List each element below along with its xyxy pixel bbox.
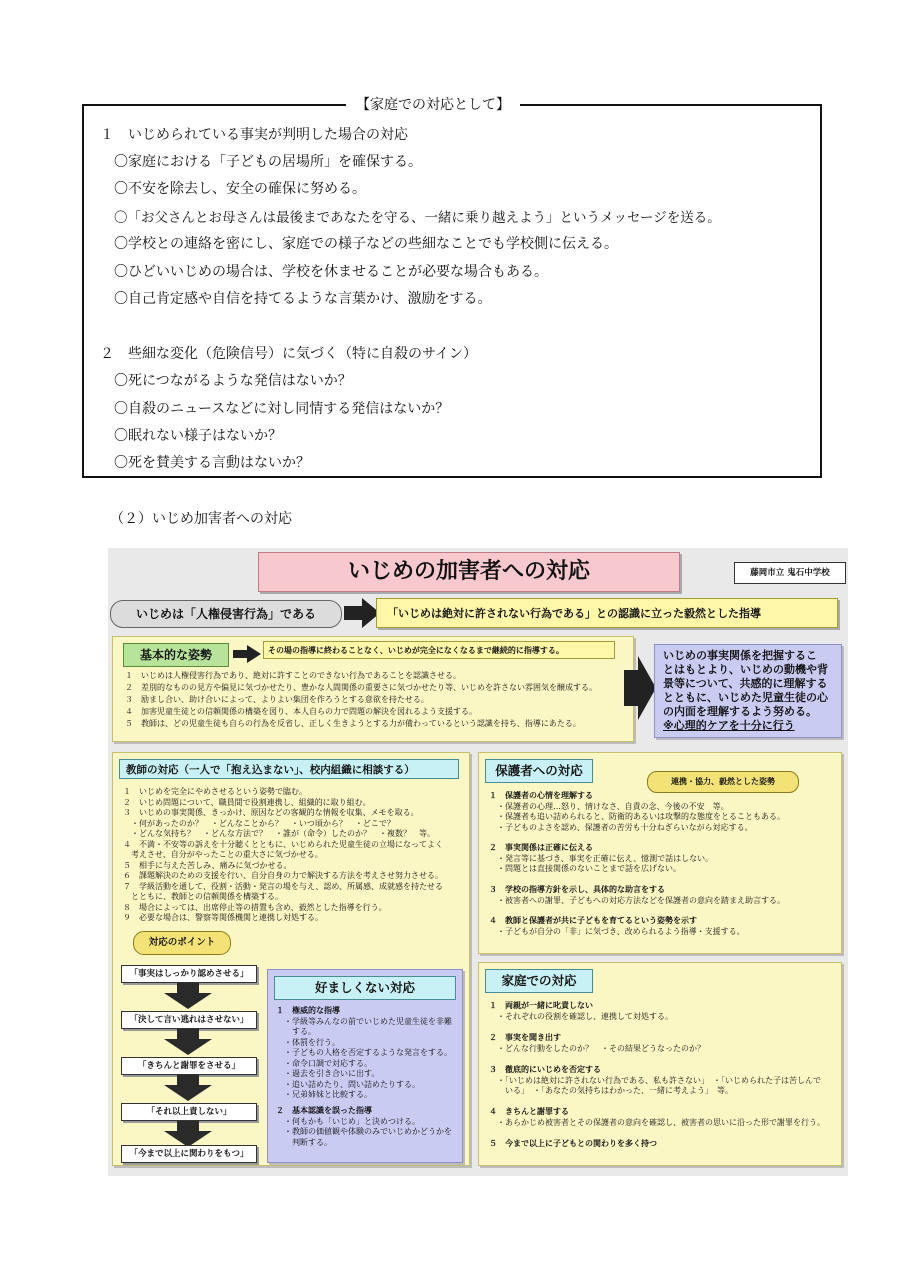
teacher-item: ９ 必要な場合は、警察等関係機関と連携し対処する。 (123, 913, 323, 922)
family-box-title: 【家庭での対応として】 (346, 94, 520, 114)
bad-item: する。 (276, 1027, 316, 1036)
down-arrow-icon (177, 1121, 199, 1131)
bad-item: ・体罰を行う。 (276, 1037, 340, 1047)
family-item: 〇不安を除去し、安全の確保に努める。 (114, 181, 366, 197)
guardian-item: ・子どもが自分の「非」に気づき、改められるよう指導・支援する。 (489, 926, 745, 936)
bad-item: ・教師の価値観や体験のみでいじめかどうかを (276, 1127, 452, 1136)
poster-title: いじめの加害者への対応 (258, 552, 680, 592)
home-item: ・「いじめは絶対に許されない行為である、私も許さない」 ・「いじめられた子は苦しんで (489, 1075, 821, 1085)
teacher-title: 教師の対応（一人で「抱え込まない」、校内組織に相談する） (119, 759, 459, 779)
bad-item: ・兄弟姉妹と比較する。 (276, 1090, 372, 1099)
guardian-item: ・保護者の心理…怒り、情けなさ、自責の念、今後の不安 等。 (489, 801, 729, 811)
family-item: 〇「お父さんとお母さんは最後まであなたを守る、一緒に乗り越えよう」というメッセージを送る。 (114, 210, 721, 226)
down-arrow-icon (164, 993, 212, 1009)
guardian-item: ２ 事実関係は正確に伝える (489, 843, 593, 852)
home-item: ・どんな行動をしたのか？ ・その結果どうなったのか？ (489, 1043, 705, 1053)
teacher-item: ２ いじめ問題について、職員間で役割連携し、組織的に取り組む。 (123, 797, 371, 807)
bad-item: ・追い詰めたり、問い詰めたりする。 (276, 1079, 420, 1089)
family-heading-2: ２ 些細な変化（危険信号）に気づく（特に自殺のサイン） (100, 346, 478, 362)
bad-item: ２ 基本認識を誤った指導 (276, 1106, 372, 1115)
basic-right-line: 景等について、共感的に理解する (663, 677, 828, 690)
home-item: ３ 徹底的にいじめを否定する (489, 1065, 601, 1074)
home-item: いる」 ・「あなたの気持ちはわかった、一緒に考えよう」 等。 (489, 1086, 733, 1095)
section-heading: （２）いじめ加害者への対応 (110, 511, 292, 527)
guardian-item: １ 保護者の心情を理解する (489, 791, 593, 800)
guardian-bubble: 連携・協力、毅然とした姿勢 (647, 771, 799, 793)
guardian-item: ・発言等に基づき、事実を正確に伝え、憶測で話はしない。 (489, 853, 714, 863)
school-name: 藤岡市立 鬼石中学校 (734, 562, 846, 584)
guardian-panel (478, 752, 842, 954)
home-title: 家庭での対応 (485, 969, 593, 993)
family-item: 〇学校との連絡を密にし、家庭での様子などの些細なことでも学校側に伝える。 (114, 236, 618, 252)
family-heading-1: １ いじめられている事実が判明した場合の対応 (100, 127, 408, 143)
bad-item: ・子どもの人格を否定するような発言をする。 (276, 1048, 452, 1057)
principle-right: 「いじめは絶対に許されない行為である」との認識に立った毅然とした指導 (376, 598, 838, 628)
point-label: 対応のポイント (133, 931, 231, 955)
family-item: 〇ひどいいじめの場合は、学校を休ませることが必要な場合もある。 (114, 264, 548, 280)
teacher-item: ６ 課題解決のための支援を行い、自分自身の力で解決する方法を考えさせ努力させる。 (123, 871, 443, 880)
family-item: 〇死を賛美する言動はないか？ (114, 455, 310, 471)
guardian-item: ・子どものよさを認め、保護者の苦労も十分ねぎらいながら対応する。 (489, 822, 753, 832)
right-arrow-icon (233, 645, 261, 663)
bad-item: 判断する。 (276, 1137, 332, 1147)
teacher-item: ８ 場合によっては、出席停止等の措置も含め、毅然とした指導を行う。 (123, 902, 387, 912)
teacher-item: 考えさせ、自分がやったことの重大さに気づかせる。 (123, 850, 323, 859)
basic-right-line: とはもとより、いじめの動機や背 (663, 663, 828, 676)
teacher-item: ４ 不満・不安等の訴えを十分聴くとともに、いじめられた児童生徒の立場になってよく (123, 839, 443, 849)
bad-response-title: 好ましくない対応 (274, 976, 456, 1000)
basic-right-line: いじめの事実関係を把握するこ (663, 649, 817, 662)
down-arrow-icon (177, 1029, 199, 1039)
guardian-item: ・被害者への謝罪、子どもへの対応方法などを保護者の意向を踏まえ助言する。 (489, 895, 785, 905)
point-step: 「きちんと謝罪をさせる」 (121, 1057, 257, 1075)
basic-item: ３ 励まし合い、助け合いによって、よりよい集団を作ろうとする意欲を持たせる。 (125, 695, 429, 704)
teacher-item: １ いじめを完全にやめさせるという姿勢で臨む。 (123, 787, 307, 796)
basic-item: ５ 教師は、どの児童生徒も自らの行為を反省し、正しく生きようとする力が備わっているという認識を持ち、指導にあたる。 (125, 719, 581, 728)
principle-left: いじめは「人権侵害行為」である (110, 600, 342, 628)
guardian-item: ３ 学校の指導方針を示し、具体的な助言をする (489, 885, 665, 894)
home-item: ・それぞれの役割を確認し、連携して対処する。 (489, 1011, 673, 1021)
home-panel (478, 962, 842, 1166)
bad-item: ・過去を引き合いに出す。 (276, 1069, 380, 1078)
point-step: 「今まで以上に関わりをもつ」 (121, 1145, 257, 1163)
down-arrow-icon (177, 983, 199, 993)
family-item: 〇眠れない様子はないか？ (114, 428, 282, 444)
point-step: 「それ以上責しない」 (121, 1103, 257, 1121)
guardian-item: ４ 教師と保護者が共に子どもを育てるという姿勢を示す (489, 916, 697, 925)
bad-item: ・命令口調で対応する。 (276, 1058, 372, 1068)
home-item: ５ 今まで以上に子どもとの関わりを多く持つ (489, 1139, 657, 1148)
home-item: ・あらかじめ被害者とその保護者の意向を確認し、被害者の思いに沿った形で謝罪を行う。 (489, 1117, 825, 1127)
bad-item: １ 権威的な指導 (276, 1006, 340, 1015)
basic-right-line: ※心理的ケアを十分に行う (663, 719, 795, 732)
guardian-item: ・保護者も追い詰められると、防衛的あるいは攻撃的な態度をとることもある。 (489, 812, 785, 821)
guardian-title: 保護者への対応 (485, 759, 593, 783)
home-item: ２ 事実を聞き出す (489, 1033, 561, 1042)
teacher-item: ３ いじめの事実関係、きっかけ、原因などの客観的な情報を収集、メモを取る。 (123, 808, 419, 817)
teacher-item: ７ 学級活動を通して、役割・活動・発言の場を与え、認め、所属感、成就感を持たせる (123, 881, 443, 891)
family-item: 〇死につながるような発信はないか？ (114, 373, 352, 389)
family-item: 〇自己肯定感や自信を持てるような言葉かけ、激励をする。 (114, 291, 492, 307)
home-item: １ 両親が一緒に叱責しない (489, 1001, 593, 1010)
basic-item: ４ 加害児童生徒との信頼関係の構築を図り、本人自らの力で問題の解決を図れるよう支援する。 (125, 707, 477, 716)
home-item: ４ きちんと謝罪する (489, 1107, 569, 1116)
basic-item: １ いじめは人権侵害行為であり、絶対に許すことのできない行為であることを認識させる。 (125, 671, 461, 680)
bad-response-panel (267, 969, 463, 1163)
family-item: 〇自殺のニュースなどに対し同情する発信はないか？ (114, 401, 450, 417)
basic-item: ２ 差別的なものの見方や偏見に気づかせたり、豊かな人間関係の重要さに気づかせたり等、いじめを許さない雰囲気を醸成する。 (125, 683, 597, 692)
basic-right-line: とともに、いじめた児童生徒の心 (663, 691, 828, 704)
guardian-item: ・問題とは直接関係のないことまで話を広げない。 (489, 864, 681, 873)
bad-item: ・何もかも「いじめ」と決めつける。 (276, 1116, 420, 1126)
point-step: 「決して言い逃れはさせない」 (121, 1011, 257, 1029)
basic-right-panel (654, 644, 842, 738)
down-arrow-icon (164, 1085, 212, 1101)
right-arrow-icon (344, 598, 380, 628)
teacher-item: とともに、教師との信頼関係を構築する。 (123, 892, 283, 901)
right-arrow-icon (624, 656, 656, 720)
bad-item: ・学級等みんなの前でいじめた児童生徒を非難 (276, 1016, 452, 1026)
basic-stance-title: 基本的な姿勢 (123, 643, 229, 667)
teacher-panel (112, 752, 470, 1166)
basic-stance-banner: その場の指導に終わることなく、いじめが完全になくなるまで継続的に指導する。 (263, 641, 615, 659)
teacher-item: ・どんな気持ち？ ・どんな方法で？ ・誰が（命令）したのか？ ・複数？ 等。 (123, 829, 435, 838)
poster (108, 548, 848, 1176)
down-arrow-icon (164, 1039, 212, 1055)
teacher-item: ５ 相手に与えた苦しみ、痛みに気づかせる。 (123, 860, 292, 870)
teacher-item: ・何があったのか？ ・どんなことから？ ・いつ頃から？ ・どこで？ (123, 818, 395, 828)
point-step: 「事実はしっかり認めさせる」 (121, 965, 257, 983)
family-item: 〇家庭における「子どもの居場所」を確保する。 (114, 154, 422, 170)
down-arrow-icon (177, 1075, 199, 1085)
basic-right-line: の内面を理解するよう努める。 (663, 705, 817, 718)
basic-stance-panel (112, 636, 634, 742)
